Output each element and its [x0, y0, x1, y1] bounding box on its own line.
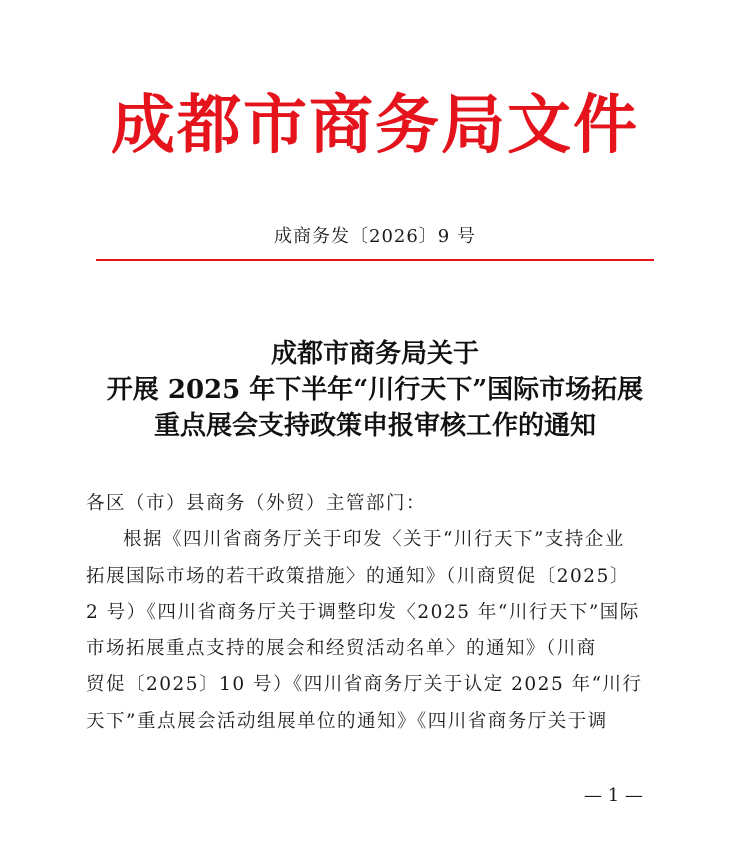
body-line-5: 贸促〔2025〕10 号）《四川省商务厅关于认定 2025 年“川行: [86, 674, 643, 696]
notice-title: [0, 336, 750, 444]
salutation: 各区（市）县商务（外贸）主管部门：: [86, 493, 427, 514]
notice-body: [86, 486, 666, 740]
body-line-3: 2 号）《四川省商务厅关于调整印发〈2025 年“川行天下”国际: [86, 601, 640, 623]
body-line-1: 根据《四川省商务厅关于印发〈关于“川行天下”支持企业: [123, 529, 625, 551]
body-line-6: 天下”重点展会活动组展单位的通知》《四川省商务厅关于调: [86, 710, 608, 732]
document-header-title: 成都市商务局文件: [111, 88, 639, 163]
notice-title-line-3: 重点展会支持政策申报审核工作的通知: [153, 411, 596, 441]
red-divider-line: [96, 259, 654, 261]
document-number: 成商务发〔2026〕9 号: [274, 226, 476, 247]
body-line-4: 市场拓展重点支持的展会和经贸活动名单〉的通知》（川商: [86, 638, 597, 660]
notice-title-line-1: 成都市商务局关于: [270, 339, 479, 369]
notice-title-line-2: 开展 2025 年下半年“川行天下”国际市场拓展: [106, 375, 644, 405]
page-number: — 1 —: [584, 785, 643, 806]
body-line-2: 拓展国际市场的若干政策措施〉的通知》（川商贸促〔2025〕: [86, 565, 630, 587]
